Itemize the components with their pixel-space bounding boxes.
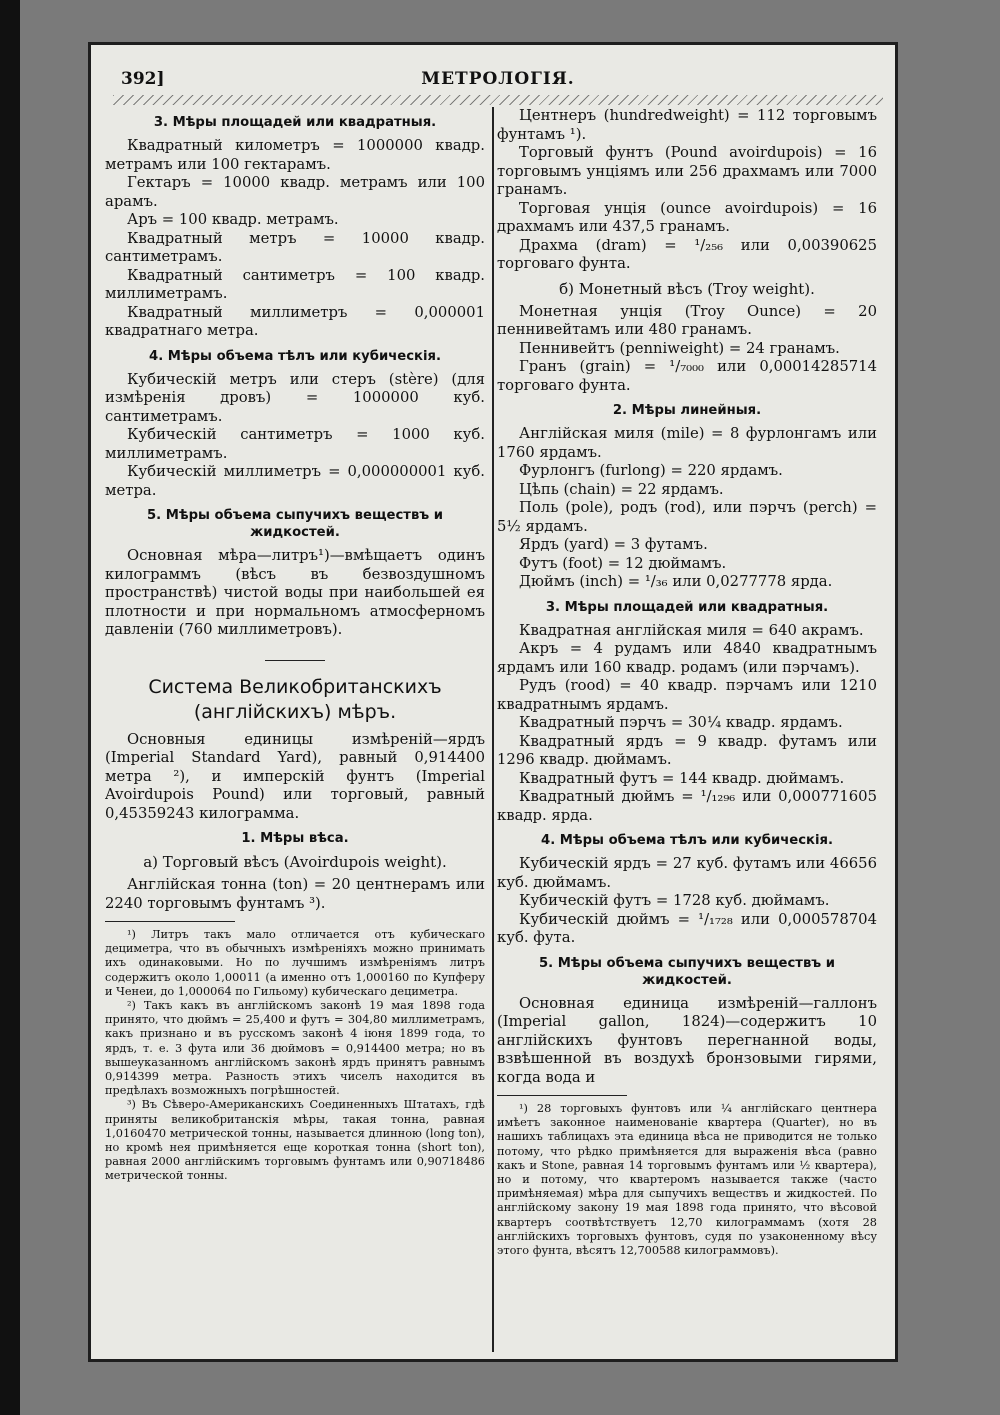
footnote: ¹) Литръ такъ мало отличается отъ кубическаго дециметра, что въ обычныхъ измѣреніяхъ можно принимать ихъ одинаковыми. Но по лучшимъ измѣреніямъ литръ содержитъ около 1,00011 (а именно отъ 1,000160 по Купферу и Ченеи, до 1,000064 по Гильому) кубическаго дециметра. [105,928,485,998]
paragraph: Центнеръ (hundredweight) = 112 торговымъ фунтамъ ¹). [497,107,877,143]
header-ornament [113,95,883,105]
paragraph: Гранъ (grain) = ¹/₇₀₀₀ или 0,00014285714 торговаго фунта. [497,358,877,394]
page-header [113,65,883,95]
running-title: МЕТРОЛОГІЯ. [421,69,575,89]
left-column [105,107,485,1352]
paragraph: Квадратный пэрчъ = 30¼ квадр. ярдамъ. [519,714,843,731]
paragraph: Кубическій футъ = 1728 куб. дюймамъ. [519,892,830,909]
footnote-rule [497,1095,627,1096]
right-column [497,107,877,1352]
paragraph: Квадратный метръ = 10000 квадр. сантиметрамъ. [105,229,485,265]
section-title: 1. Мѣры вѣса. [241,831,349,846]
paragraph: Фурлонгъ (furlong) = 220 ярдамъ. [519,462,783,479]
paragraph: Квадратная англійская миля = 640 акрамъ. [519,621,864,639]
paragraph: Квадратный ярдъ = 9 квадр. футамъ или 1296 квадр. дюймамъ. [497,732,877,768]
paragraph: Ярдъ (yard) = 3 футамъ. [519,536,708,553]
paragraph: Гектаръ = 10000 квадр. метрамъ или 100 арамъ. [105,174,485,210]
chapter-title: Система Великобританскихъ (англійскихъ) мѣръ. [148,675,442,723]
section-title: 4. Мѣры объема тѣлъ или кубическія. [541,833,833,848]
paragraph: Пеннивейтъ (penniweight) = 24 гранамъ. [519,339,840,357]
footnote: ²) Такъ какъ въ англійскомъ законѣ 19 мая 1898 года принято, что дюймъ = 25,400 и футъ = 304,80 миллиметрамъ, какъ признано и въ русскомъ законѣ 4 іюня 1899 года, то ярдъ, т. е. 3 фута или 36 дюймовъ = 0,914400 метра; но въ вышеуказанномъ англійскомъ законѣ ярдъ принятъ равнымъ 0,914399 метра. Разность этихъ чиселъ находится въ предѣлахъ возможныхъ погрѣшностей. [105,999,485,1098]
book-page [88,42,898,1362]
paragraph: Цѣпь (chain) = 22 ярдамъ. [519,480,724,498]
page-number: 392] [121,69,165,89]
paragraph: Драхма (dram) = ¹/₂₅₆ или 0,00390625 торговаго фунта. [497,236,877,272]
paragraph: Кубическій дюймъ = ¹/₁₇₂₈ или 0,000578704 куб. фута. [497,910,877,946]
footnote-rule [105,921,235,922]
paragraph: Рудъ (rood) = 40 квадр. пэрчамъ или 1210 квадратнымъ ярдамъ. [497,677,877,713]
paragraph: Квадратный километръ = 1000000 квадр. метрамъ или 100 гектарамъ. [105,137,485,173]
footnotes [497,1102,877,1258]
paragraph: Акръ = 4 рудамъ или 4840 квадратнымъ ярдамъ или 160 квадр. родамъ (или пэрчамъ). [497,640,877,676]
footnote: ¹) 28 торговыхъ фунтовъ или ¼ англійскаго центнера имѣетъ законное наименованіе квартера (Quarter), но въ нашихъ таблицахъ эта единица вѣса не приводится не только потому, что рѣдко примѣняется для выраженія вѣса (равно какъ и Stone, равная 14 торговымъ фунтамъ или ½ квартера), но и потому, что квартеромъ называется также (часто примѣняемая) мѣра для сыпучихъ веществъ и жидкостей. По англійскому закону 19 мая 1898 года принято, что вѣсовой квартеръ соотвѣтствуетъ 12,70 килограммамъ (хотя 28 англійскихъ торговыхъ фунтовъ, судя по узаконенному вѣсу этого фунта, вѣсятъ 12,700588 килограммовъ). [497,1102,877,1258]
section-title: 5. Мѣры объема сыпучихъ веществъ и жидкостей. [146,508,444,540]
paragraph: Квадратный сантиметръ = 100 квадр. миллиметрамъ. [105,266,485,302]
paragraph: Квадратный дюймъ = ¹/₁₂₉₆ или 0,000771605 квадр. ярда. [497,788,877,824]
section-title: 3. Мѣры площадей или квадратныя. [545,599,829,615]
paragraph: Основная единица измѣреній—галлонъ (Imperial gallon, 1824)—содержитъ 10 англійскихъ фунтовъ перегнанной воды, взвѣшенной въ воздухѣ бронзовыми гирями, когда вода и [497,994,877,1086]
paragraph: Квадратный футъ = 144 квадр. дюймамъ. [519,769,845,787]
section-title: 3. Мѣры площадей или квадратныя. [153,115,437,130]
paragraph: Англійская миля (mile) = 8 фурлонгамъ или 1760 ярдамъ. [497,425,877,461]
paragraph: Дюймъ (inch) = ¹/₃₆ или 0,0277778 ярда. [519,573,833,590]
section-title: 4. Мѣры объема тѣлъ или кубическія. [149,348,441,364]
paragraph: Кубическій миллиметръ = 0,000000001 куб. метра. [105,463,485,499]
paragraph: Кубическій сантиметръ = 1000 куб. миллиметрамъ. [105,426,485,462]
separator-rule [265,660,325,661]
footnote: ³) Въ Сѣверо-Американскихъ Соединенныхъ Штатахъ, гдѣ приняты великобританскія мѣры, такая тонна, равная 1,0160470 метрической тонны, называется длинною (long ton), но кромѣ нея примѣняется еще короткая тонна (short ton), равная 2000 англійскимъ торговымъ фунтамъ или 0,90718486 метрической тонны. [105,1098,485,1183]
paragraph: Англійская тонна (ton) = 20 центнерамъ или 2240 торговымъ фунтамъ ³). [105,876,485,912]
paragraph: Кубическій ярдъ = 27 куб. футамъ или 46656 куб. дюймамъ. [497,855,877,891]
subsection-title: а) Торговый вѣсъ (Avoirdupois weight). [143,853,447,871]
paragraph: Основная мѣра—литръ¹)—вмѣщаетъ одинъ килограммъ (вѣсъ въ безвоздушномъ пространствѣ) чистой воды при наибольшей ея плотности и при нормальномъ атмосферномъ давленіи (760 миллиметровъ). [105,547,485,638]
paragraph: Торговая унція (ounce avoirdupois) = 16 драхмамъ или 437,5 гранамъ. [497,199,877,235]
paragraph: Квадратный миллиметръ = 0,000001 квадратнаго метра. [105,303,485,339]
section-title: 5. Мѣры объема сыпучихъ веществъ и жидкостей. [538,955,836,988]
footnotes [105,928,485,1184]
paragraph: Основныя единицы измѣреній—ярдъ (Imperial Standard Yard), равный 0,914400 метра ²), и имперскій фунтъ (Imperial Avoirdupois Pound) или торговый, равный 0,45359243 килограмма. [105,730,485,822]
paragraph: Торговый фунтъ (Pound avoirdupois) = 16 торговымъ унціямъ или 256 драхмамъ или 7000 гранамъ. [497,144,877,198]
paragraph: Поль (pole), родъ (rod), или пэрчъ (perch) = 5½ ярдамъ. [497,499,877,535]
paragraph: Футъ (foot) = 12 дюймамъ. [519,554,727,572]
subsection-title: б) Монетный вѣсъ (Troy weight). [559,279,815,298]
section-title: 2. Мѣры линейныя. [612,403,762,418]
paragraph: Монетная унція (Troy Ounce) = 20 пеннивейтамъ или 480 гранамъ. [497,302,877,338]
book-spine [0,0,20,1415]
column-divider [492,107,494,1352]
paragraph: Кубическій метръ или стеръ (stère) (для измѣренія дровъ) = 1000000 куб. сантиметрамъ. [105,370,485,425]
paragraph: Аръ = 100 квадр. метрамъ. [127,211,339,228]
